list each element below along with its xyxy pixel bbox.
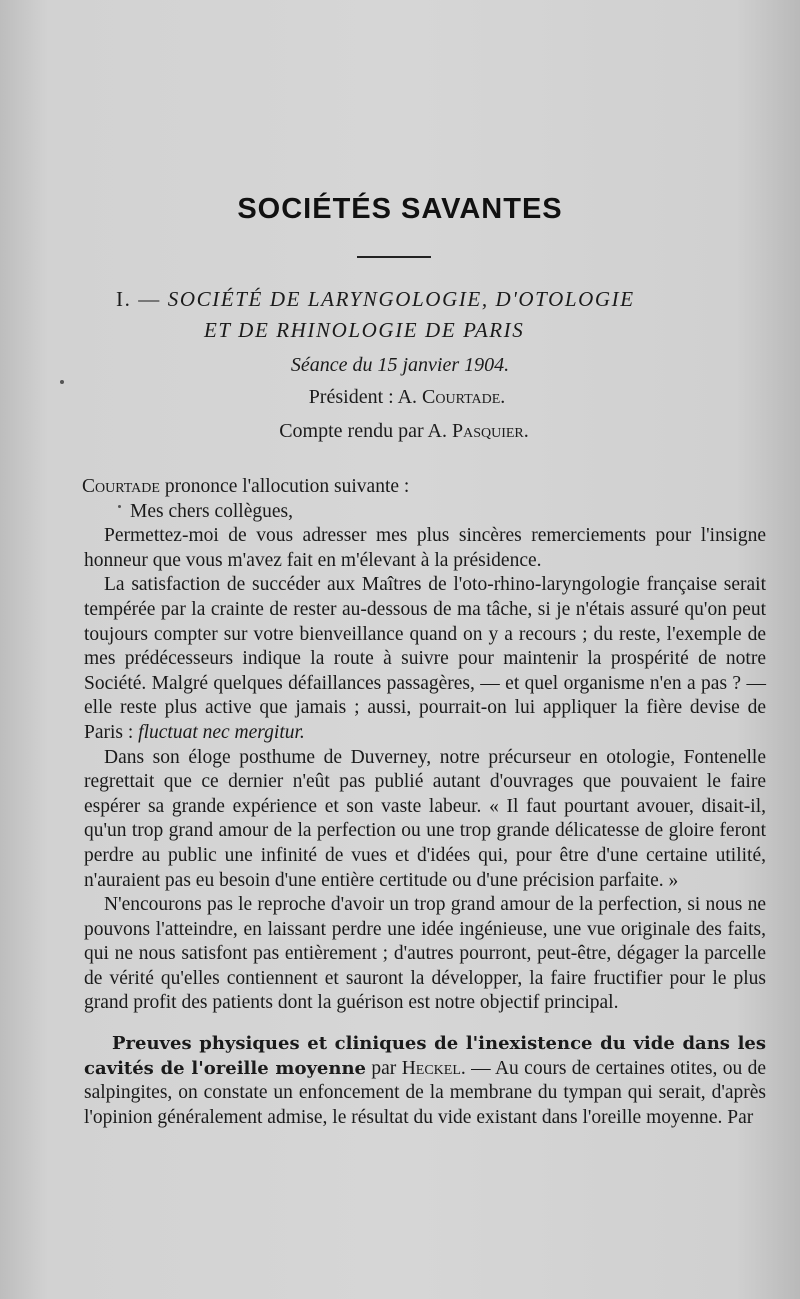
section-title: SOCIÉTÉS SAVANTES — [237, 193, 563, 225]
paragraph-2 — [84, 573, 766, 745]
paris-motto: fluctuat nec mergitur. — [138, 721, 305, 743]
article-title: Preuves physiques et cliniques de l'inexistence du vide dans les cavités de l'oreille moyenne — [84, 1033, 766, 1079]
intro-text: prononce l'allocution suivante : — [164, 476, 410, 497]
print-speck — [118, 505, 121, 508]
article-body — [84, 475, 766, 1130]
section-number: I. — — [116, 287, 161, 311]
article-author-prefix: par — [371, 1057, 397, 1079]
president-name: Courtade. — [422, 386, 506, 408]
president-line — [0, 386, 800, 409]
article-abstract — [84, 1032, 766, 1130]
society-name-line-2: ET DE RHINOLOGIE DE PARIS — [204, 318, 525, 342]
session-date-text: Séance du 15 janvier 1904. — [290, 354, 510, 376]
title-divider — [357, 256, 431, 258]
intro-paragraph — [84, 475, 766, 500]
paragraph-1: Permettez-moi de vous adresser mes plus sincères remerciements pour l'insigne honneur que vous m'avez fait en m'élevant à la présidence. — [84, 525, 766, 571]
article-author: Heckel. — [401, 1057, 466, 1079]
paragraph-3: Dans son éloge posthume de Duverney, notre précurseur en otologie, Fontenelle regrettait que ce dernier n'eût pas publié autant d'ouvrages que pouvaient le faire espérer sa grande expérience et son vaste labeur. « Il faut pourtant avouer, disait-il, qu'un trop grand amour de la perfection ou une trop grande délicatesse de gloire feront perdre au public une infinité de vues et d'idées qui, pour être d'une certaine utilité, n'auraient pas eu besoin d'une entière certitude ou d'une précision parfaite. » — [84, 746, 766, 891]
society-name-part-1: SOCIÉTÉ DE LARYNGOLOGIE, D'OTOLOGIE — [167, 287, 635, 311]
session-date — [0, 354, 800, 377]
report-line — [0, 420, 800, 443]
paragraph-4: N'encourons pas le reproche d'avoir un trop grand amour de la perfection, si nous ne pouvons l'atteindre, en laissant perdre une idée ingénieuse, une vue originale des faits, qui ne nous satisfont pas entièrement ; d'autres pourront, peut-être, dégager la parcelle de vérité qu'elles contiennent et sauront la développer, la faire fructifier pour le plus grand profit des patients dont la guérison est notre objectif principal. — [84, 894, 766, 1014]
paragraph-2-text: La satisfaction de succéder aux Maîtres de l'oto-rhino-laryngologie française serait tempérée par la crainte de rester au-dessous de ma tâche, si je n'étais assuré qu'on peut toujours compter sur votre bienveillance quand on y a recours ; du reste, l'exemple de mes prédécesseurs indique la route à suivre pour maintenir la prospérité de notre Société. Malgré quelques défaillances passagères, — et quel organisme n'en a pas ? — elle reste plus active que jamais ; aussi, pourrait-on lui appliquer la fière devise de Paris : — [84, 574, 766, 743]
salutation: Mes chers collègues, — [130, 500, 293, 522]
president-label: Président : A. — [308, 386, 418, 408]
speaker-name: Courtade — [82, 476, 160, 497]
article-text: — Au cours de certaines otites, ou de salpingites, on constate un enfoncement de la membrane du tympan qui serait, d'après l'opinion généralement admise, le résultat du vide existant dans l'oreille moyenne. Par — [84, 1057, 767, 1128]
society-name-line-1 — [116, 287, 635, 312]
report-label: Compte rendu par A. — [279, 420, 447, 442]
report-author: Pasquier. — [451, 420, 529, 442]
print-speck — [60, 380, 64, 384]
